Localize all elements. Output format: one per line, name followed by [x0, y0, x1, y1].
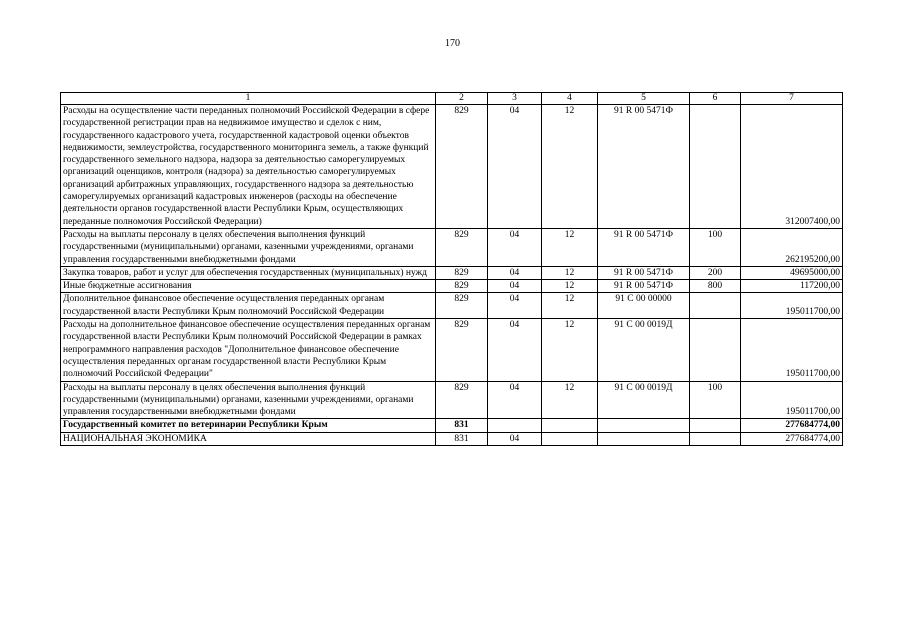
table-row	[61, 419, 843, 432]
column-header: 6	[690, 93, 741, 105]
table-row	[61, 381, 843, 419]
table-row	[61, 319, 843, 381]
row-code-cell: 829	[436, 266, 488, 279]
row-name-cell: Расходы на дополнительное финансовое обеспечение осуществления переданных органам государственной власти Республики Крым полномочий Российской Федерации в рамках непрограммного направления расходов "Дополнительное финансовое обеспечение осуществления переданных органам государственной власти Республики Крым полномочий Российской Федерации"	[61, 319, 436, 381]
row-name-cell: Дополнительное финансовое обеспечение осуществления переданных органам государственной власти Республики Крым полномочий Российской Федерации	[61, 293, 436, 319]
row-code-cell: 831	[436, 419, 488, 432]
column-header-row	[61, 93, 843, 105]
row-type-cell	[690, 293, 741, 319]
row-section-cell: 04	[488, 280, 542, 293]
table-row	[61, 432, 843, 445]
row-target-cell: 91 С 00 0019Д	[598, 381, 690, 419]
row-name-cell: Расходы на выплаты персоналу в целях обеспечения выполнения функций государственными (муниципальными) органами, казенными учреждениями, органами управления государственными внебюджетными фондами	[61, 228, 436, 266]
row-section-cell: 04	[488, 228, 542, 266]
column-header: 4	[542, 93, 598, 105]
budget-table	[60, 92, 843, 446]
row-subsection-cell: 12	[542, 266, 598, 279]
page-number: 170	[445, 38, 460, 49]
row-section-cell: 04	[488, 105, 542, 229]
row-code-cell: 829	[436, 228, 488, 266]
row-code-cell: 829	[436, 319, 488, 381]
row-code-cell: 829	[436, 105, 488, 229]
table-row	[61, 105, 843, 229]
row-section-cell: 04	[488, 293, 542, 319]
row-type-cell	[690, 105, 741, 229]
table-row	[61, 266, 843, 279]
row-subsection-cell: 12	[542, 319, 598, 381]
column-header: 1	[61, 93, 436, 105]
table-row	[61, 280, 843, 293]
row-amount-cell: 262195200,00	[741, 228, 843, 266]
row-subsection-cell: 12	[542, 228, 598, 266]
row-subsection-cell: 12	[542, 381, 598, 419]
row-target-cell: 91 С 00 00000	[598, 293, 690, 319]
row-subsection-cell	[542, 419, 598, 432]
row-amount-cell: 312007400,00	[741, 105, 843, 229]
row-subsection-cell: 12	[542, 105, 598, 229]
row-type-cell: 100	[690, 381, 741, 419]
row-target-cell	[598, 419, 690, 432]
row-type-cell: 100	[690, 228, 741, 266]
row-subsection-cell	[542, 432, 598, 445]
row-name-cell: Расходы на осуществление части переданных полномочий Российской Федерации в сфере государственной регистрации прав на недвижимое имущество и сделок с ним, государственного кадастрового учета, государственной кадастровой оценки объектов недвижимости, землеустройства, государственного мониторинга земель, а также функций государственного земельного надзора, надзора за деятельностью саморегулируемых организаций оценщиков, контроля (надзора) за деятельностью саморегулируемых организаций арбитражных управляющих, государственного надзора за деятельностью саморегулируемых организаций кадастровых инженеров (расходы на обеспечение деятельности органов государственной власти Республики Крым, осуществляющих переданные полномочия Российской Федерации)	[61, 105, 436, 229]
row-amount-cell: 195011700,00	[741, 293, 843, 319]
row-name-cell: Иные бюджетные ассигнования	[61, 280, 436, 293]
row-name-cell: Расходы на выплаты персоналу в целях обеспечения выполнения функций государственными (муниципальными) органами, казенными учреждениями, органами управления государственными внебюджетными фондами	[61, 381, 436, 419]
row-code-cell: 831	[436, 432, 488, 445]
column-header: 5	[598, 93, 690, 105]
row-name-cell: Государственный комитет по ветеринарии Республики Крым	[61, 419, 436, 432]
column-header: 3	[488, 93, 542, 105]
row-type-cell: 200	[690, 266, 741, 279]
row-target-cell: 91 R 00 5471Ф	[598, 266, 690, 279]
row-target-cell: 91 R 00 5471Ф	[598, 228, 690, 266]
row-type-cell: 800	[690, 280, 741, 293]
row-name-cell: Закупка товаров, работ и услуг для обеспечения государственных (муниципальных) нужд	[61, 266, 436, 279]
column-header: 7	[741, 93, 843, 105]
row-amount-cell: 117200,00	[741, 280, 843, 293]
column-header: 2	[436, 93, 488, 105]
row-name-cell: НАЦИОНАЛЬНАЯ ЭКОНОМИКА	[61, 432, 436, 445]
row-target-cell: 91 R 00 5471Ф	[598, 105, 690, 229]
row-section-cell: 04	[488, 432, 542, 445]
row-type-cell	[690, 419, 741, 432]
row-amount-cell: 195011700,00	[741, 319, 843, 381]
row-type-cell	[690, 319, 741, 381]
row-target-cell: 91 С 00 0019Д	[598, 319, 690, 381]
row-section-cell	[488, 419, 542, 432]
row-code-cell: 829	[436, 381, 488, 419]
row-amount-cell: 195011700,00	[741, 381, 843, 419]
row-amount-cell: 49695000,00	[741, 266, 843, 279]
row-section-cell: 04	[488, 266, 542, 279]
row-code-cell: 829	[436, 280, 488, 293]
row-section-cell: 04	[488, 381, 542, 419]
row-code-cell: 829	[436, 293, 488, 319]
row-target-cell: 91 R 00 5471Ф	[598, 280, 690, 293]
row-amount-cell: 277684774,00	[741, 419, 843, 432]
row-subsection-cell: 12	[542, 280, 598, 293]
table-row	[61, 228, 843, 266]
row-subsection-cell: 12	[542, 293, 598, 319]
row-type-cell	[690, 432, 741, 445]
row-section-cell: 04	[488, 319, 542, 381]
table-row	[61, 293, 843, 319]
row-amount-cell: 277684774,00	[741, 432, 843, 445]
row-target-cell	[598, 432, 690, 445]
